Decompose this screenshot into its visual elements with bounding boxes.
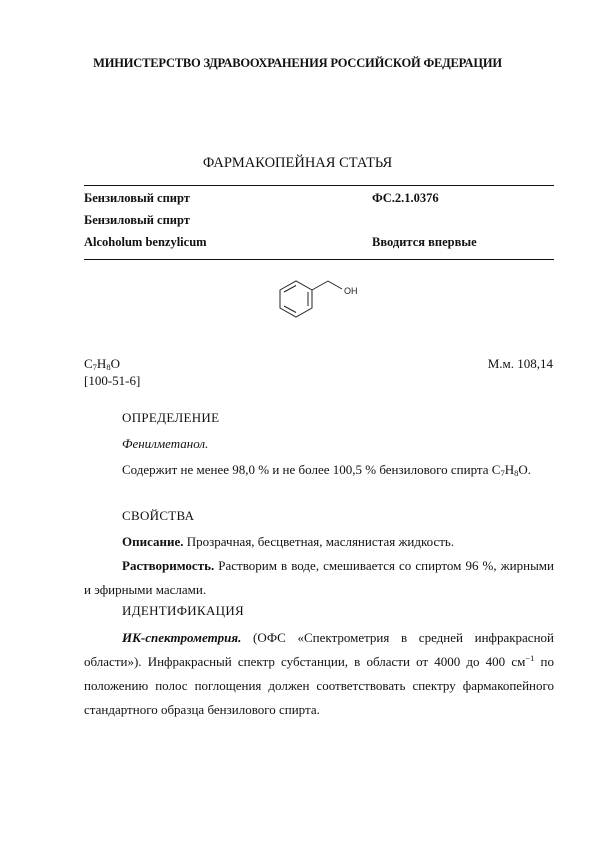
molecular-formula: $C_7H_8O$ <box>84 356 120 372</box>
name-ru-secondary: Бензиловый спирт <box>84 213 190 227</box>
section-properties-heading: СВОЙСТВА <box>122 508 195 523</box>
article-code: ФС.2.1.0376 <box>372 191 439 205</box>
properties-solubility: Растворимость. Растворим в воде, смешивается со спиртом 96 %, жирными и эфирными маслами. <box>84 558 554 597</box>
status-note: Вводится впервые <box>372 235 477 249</box>
ministry-header: МИНИСТЕРСТВО ЗДРАВООХРАНЕНИЯ РОССИЙСКОЙ ФЕДЕРАЦИИ <box>93 56 502 70</box>
section-definition-heading: ОПРЕДЕЛЕНИЕ <box>122 410 220 425</box>
identification-ir: ИК-спектрометрия. (ОФС «Спектрометрия в средней инфракрасной области»). Инфракрасный спектр субстанции, в области от 4000 до 400 $см^{-1}$ по положению полос поглощения должен соответствовать спектру фармакопейного стандартного образца бензилового спирта. <box>84 630 554 717</box>
divider-bottom <box>84 259 554 260</box>
divider-top <box>84 185 554 186</box>
name-ru-primary: Бензиловый спирт <box>84 191 190 205</box>
definition-content: Содержит не менее 98,0 % и не более 100,5 % бензилового спирта $C_7H_8O$. <box>122 462 531 478</box>
benzyl-alcohol-structure <box>270 276 380 336</box>
hydroxyl-label: OH <box>344 286 358 296</box>
section-identification-heading: ИДЕНТИФИКАЦИЯ <box>122 603 244 618</box>
properties-description: Описание. Прозрачная, бесцветная, маслянистая жидкость. <box>122 534 455 549</box>
name-latin: Alcoholum benzylicum <box>84 235 207 249</box>
cas-number: [100-51-6] <box>84 373 141 388</box>
molecular-weight: М.м. 108,14 <box>487 356 553 371</box>
document-type-title: ФАРМАКОПЕЙНАЯ СТАТЬЯ <box>202 155 393 171</box>
definition-synonym: Фенилметанол. <box>122 436 209 451</box>
